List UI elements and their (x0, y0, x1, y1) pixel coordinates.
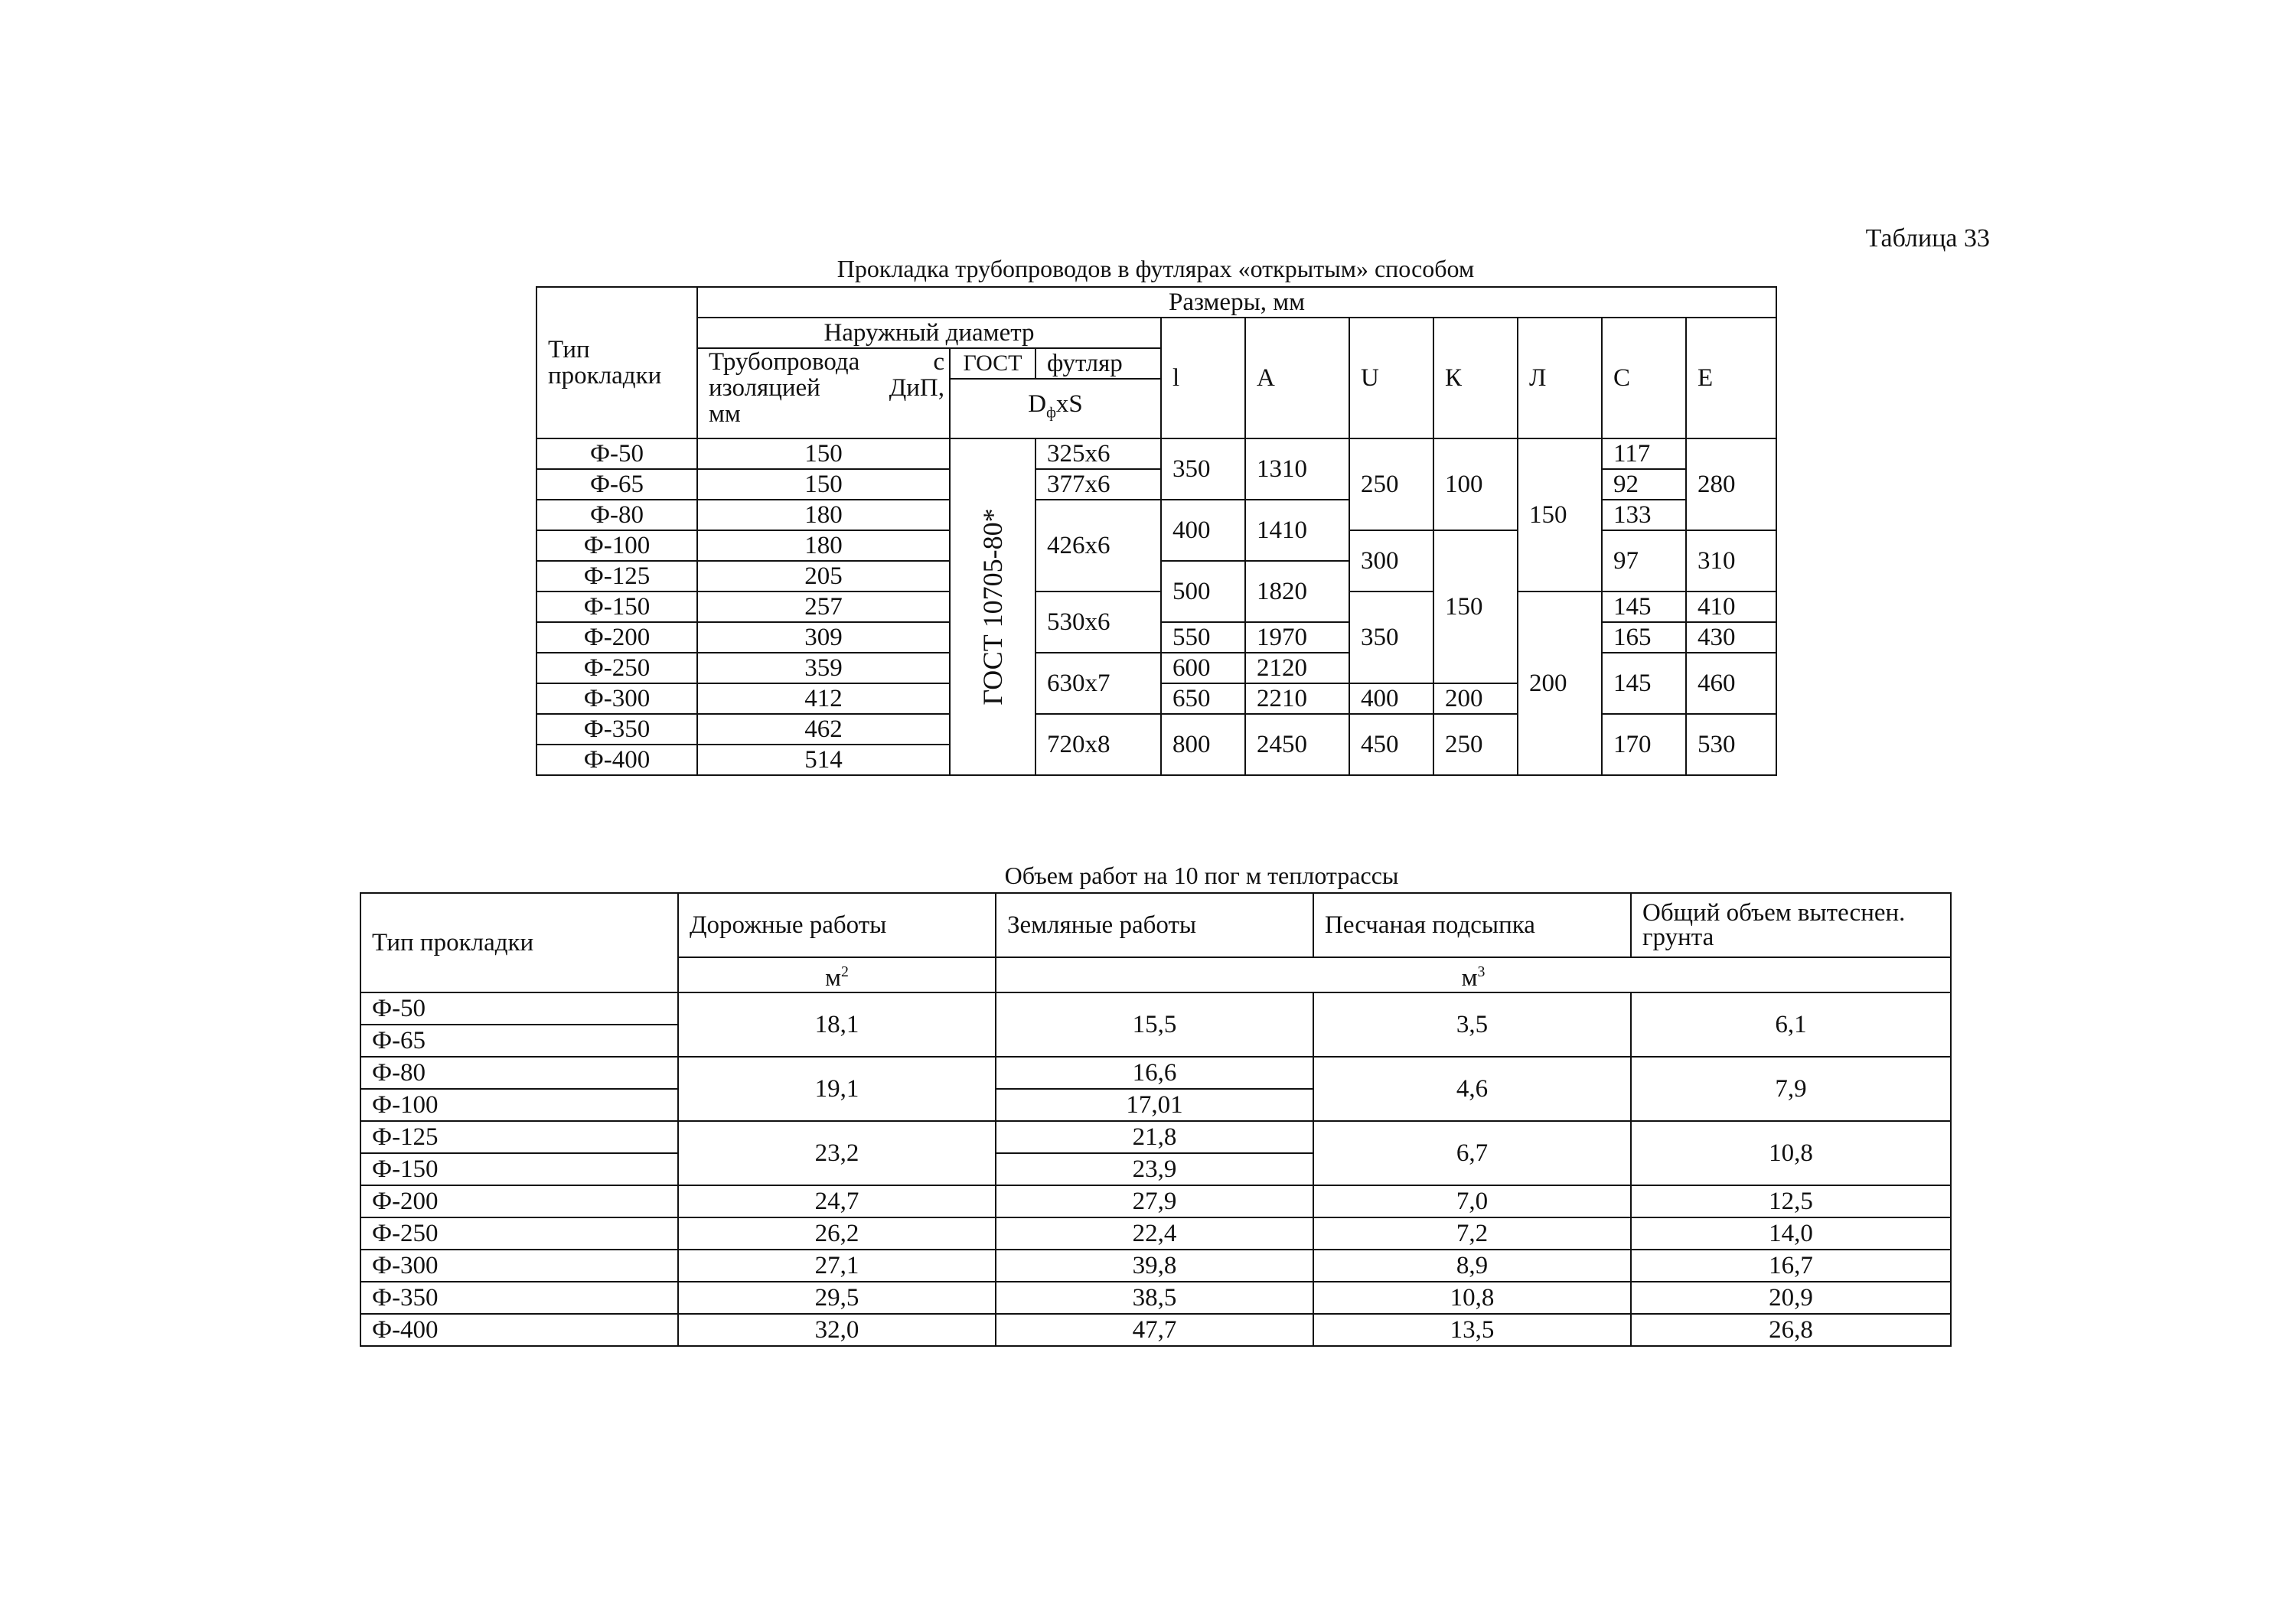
cell-pipe: 180 (697, 500, 950, 530)
work-volume-table (360, 892, 1952, 1347)
cell-case: 530x6 (1035, 592, 1161, 653)
cell-earth: 16,6 (996, 1057, 1313, 1089)
cell-sand: 4,6 (1313, 1057, 1631, 1121)
cell-e: 280 (1686, 438, 1776, 530)
cell-type: Ф-150 (536, 592, 697, 622)
header-pipe (697, 348, 950, 438)
header-outer-diameter: Наружный диаметр (697, 318, 1161, 348)
cell-l: 800 (1161, 714, 1245, 775)
cell-type: Ф-50 (536, 438, 697, 469)
cell-type: Ф-250 (360, 1217, 678, 1250)
header-total: Общий объем вытеснен. грунта (1631, 893, 1951, 957)
cell-road: 18,1 (678, 992, 996, 1057)
cell-type: Ф-300 (360, 1250, 678, 1282)
cell-type: Ф-125 (536, 561, 697, 592)
header-earth: Земляные работы (996, 893, 1313, 957)
table-row (360, 1121, 1951, 1153)
cell-pipe: 462 (697, 714, 950, 745)
cell-sand: 8,9 (1313, 1250, 1631, 1282)
cell-k: 150 (1433, 530, 1518, 683)
cell-l: 600 (1161, 653, 1245, 683)
cell-l: 650 (1161, 683, 1245, 714)
cell-total: 7,9 (1631, 1057, 1951, 1121)
header-ll: Л (1518, 318, 1602, 438)
cell-c: 133 (1602, 500, 1686, 530)
unit-cu-m (996, 957, 1951, 992)
header-pipe-line3: мм (709, 400, 741, 428)
header-k: К (1433, 318, 1518, 438)
cell-c: 145 (1602, 592, 1686, 622)
cell-pipe: 514 (697, 745, 950, 775)
header-road: Дорожные работы (678, 893, 996, 957)
cell-road: 29,5 (678, 1282, 996, 1314)
cell-case: 630x7 (1035, 653, 1161, 714)
table-row (360, 1314, 1951, 1346)
cell-type: Ф-300 (536, 683, 697, 714)
header-gost: ГОСТ (950, 348, 1035, 379)
cell-c: 145 (1602, 653, 1686, 714)
cell-earth: 38,5 (996, 1282, 1313, 1314)
cell-pipe: 412 (697, 683, 950, 714)
cell-type: Ф-80 (536, 500, 697, 530)
cell-e: 410 (1686, 592, 1776, 622)
cell-l: 400 (1161, 500, 1245, 561)
cell-earth: 27,9 (996, 1185, 1313, 1217)
gost-rotated-text: ГОСТ 10705-80* (977, 508, 1008, 706)
cell-type: Ф-250 (536, 653, 697, 683)
cell-sand: 13,5 (1313, 1314, 1631, 1346)
header-c: С (1602, 318, 1686, 438)
cell-u: 350 (1349, 592, 1433, 683)
cell-road: 26,2 (678, 1217, 996, 1250)
cell-type: Ф-200 (536, 622, 697, 653)
cell-ll: 150 (1518, 438, 1602, 592)
header-type: Тип прокладки (536, 287, 697, 438)
cell-earth: 47,7 (996, 1314, 1313, 1346)
cell-pipe: 309 (697, 622, 950, 653)
cell-case: 426x6 (1035, 500, 1161, 592)
cell-total: 10,8 (1631, 1121, 1951, 1185)
cell-u: 400 (1349, 683, 1433, 714)
cell-a: 1820 (1245, 561, 1349, 622)
cell-c: 117 (1602, 438, 1686, 469)
cell-c: 165 (1602, 622, 1686, 653)
cell-earth: 17,01 (996, 1089, 1313, 1121)
cell-sand: 10,8 (1313, 1282, 1631, 1314)
table-row (360, 1217, 1951, 1250)
cell-type: Ф-50 (360, 992, 678, 1025)
cell-e: 460 (1686, 653, 1776, 714)
cell-a: 2120 (1245, 653, 1349, 683)
cell-l: 550 (1161, 622, 1245, 653)
cell-total: 20,9 (1631, 1282, 1951, 1314)
unit-m: м (1461, 964, 1478, 992)
table-row (360, 1185, 1951, 1217)
header-u: U (1349, 318, 1433, 438)
cell-type: Ф-400 (360, 1314, 678, 1346)
cell-road: 32,0 (678, 1314, 996, 1346)
cell-type: Ф-80 (360, 1057, 678, 1089)
table-caption: Объем работ на 10 пог м теплотрассы (1004, 862, 1399, 889)
cell-pipe: 359 (697, 653, 950, 683)
cell-sand: 7,0 (1313, 1185, 1631, 1217)
header-a: A (1245, 318, 1349, 438)
cell-pipe: 150 (697, 438, 950, 469)
header-l: l (1161, 318, 1245, 438)
cell-k: 100 (1433, 438, 1518, 530)
header-sand: Песчаная подсыпка (1313, 893, 1631, 957)
cell-earth: 39,8 (996, 1250, 1313, 1282)
unit-sq-m (678, 957, 996, 992)
cell-earth: 23,9 (996, 1153, 1313, 1185)
table-row (536, 592, 1776, 622)
cell-e: 310 (1686, 530, 1776, 592)
table-caption: Прокладка трубопроводов в футлярах «открытым» способом (837, 255, 1475, 282)
cell-pipe: 180 (697, 530, 950, 561)
cell-type: Ф-350 (360, 1282, 678, 1314)
cell-earth: 21,8 (996, 1121, 1313, 1153)
cell-ll: 200 (1518, 592, 1602, 775)
table-row (536, 438, 1776, 469)
header-dxs-rest: xS (1055, 390, 1083, 419)
cell-a: 1410 (1245, 500, 1349, 561)
cell-a: 2450 (1245, 714, 1349, 775)
cell-type: Ф-200 (360, 1185, 678, 1217)
cell-gost (950, 438, 1035, 775)
cell-l: 500 (1161, 561, 1245, 622)
header-dxs-d: D (1028, 390, 1047, 419)
header-dxs-sub: ф (1046, 404, 1056, 422)
cell-type: Ф-65 (536, 469, 697, 500)
cell-k: 200 (1433, 683, 1518, 714)
table-row (360, 1282, 1951, 1314)
cell-e: 430 (1686, 622, 1776, 653)
cell-u: 250 (1349, 438, 1433, 530)
cell-pipe: 205 (697, 561, 950, 592)
cell-type: Ф-150 (360, 1153, 678, 1185)
cell-total: 26,8 (1631, 1314, 1951, 1346)
cell-k: 250 (1433, 714, 1518, 775)
cell-case: 325x6 (1035, 438, 1161, 469)
table-row (360, 1250, 1951, 1282)
cell-a: 1310 (1245, 438, 1349, 500)
cell-type: Ф-125 (360, 1121, 678, 1153)
header-type: Тип прокладки (360, 893, 678, 992)
cell-u: 300 (1349, 530, 1433, 592)
cell-road: 23,2 (678, 1121, 996, 1185)
table-number: Таблица 33 (1865, 224, 1990, 253)
cell-a: 1970 (1245, 622, 1349, 653)
cell-total: 16,7 (1631, 1250, 1951, 1282)
header-e: Е (1686, 318, 1776, 438)
unit-m: м (825, 964, 841, 992)
cell-c: 170 (1602, 714, 1686, 775)
cell-sand: 6,7 (1313, 1121, 1631, 1185)
unit-exp-2: 2 (841, 963, 849, 980)
unit-exp-3: 3 (1477, 963, 1486, 980)
table-row (360, 1057, 1951, 1089)
header-pipe-line1: Трубопровода с (709, 348, 944, 376)
cell-a: 2210 (1245, 683, 1349, 714)
cell-c: 97 (1602, 530, 1686, 592)
cell-case: 377x6 (1035, 469, 1161, 500)
header-case: футляр (1035, 348, 1161, 379)
cell-type: Ф-65 (360, 1025, 678, 1057)
cell-pipe: 257 (697, 592, 950, 622)
cell-c: 92 (1602, 469, 1686, 500)
cell-e: 530 (1686, 714, 1776, 775)
cell-type: Ф-100 (360, 1089, 678, 1121)
cell-total: 6,1 (1631, 992, 1951, 1057)
cell-earth: 15,5 (996, 992, 1313, 1057)
cell-sand: 3,5 (1313, 992, 1631, 1057)
cell-road: 27,1 (678, 1250, 996, 1282)
cell-l: 350 (1161, 438, 1245, 500)
cell-u: 450 (1349, 714, 1433, 775)
cell-road: 24,7 (678, 1185, 996, 1217)
header-dxs (950, 379, 1161, 438)
cell-sand: 7,2 (1313, 1217, 1631, 1250)
cell-road: 19,1 (678, 1057, 996, 1121)
cell-earth: 22,4 (996, 1217, 1313, 1250)
pipe-laying-table (536, 286, 1777, 776)
cell-case: 720x8 (1035, 714, 1161, 775)
header-pipe-line2: изоляцией ДиП, (709, 374, 944, 402)
header-sizes: Размеры, мм (697, 287, 1776, 318)
table-row (360, 992, 1951, 1025)
cell-pipe: 150 (697, 469, 950, 500)
cell-type: Ф-100 (536, 530, 697, 561)
cell-total: 14,0 (1631, 1217, 1951, 1250)
cell-type: Ф-350 (536, 714, 697, 745)
cell-type: Ф-400 (536, 745, 697, 775)
cell-total: 12,5 (1631, 1185, 1951, 1217)
